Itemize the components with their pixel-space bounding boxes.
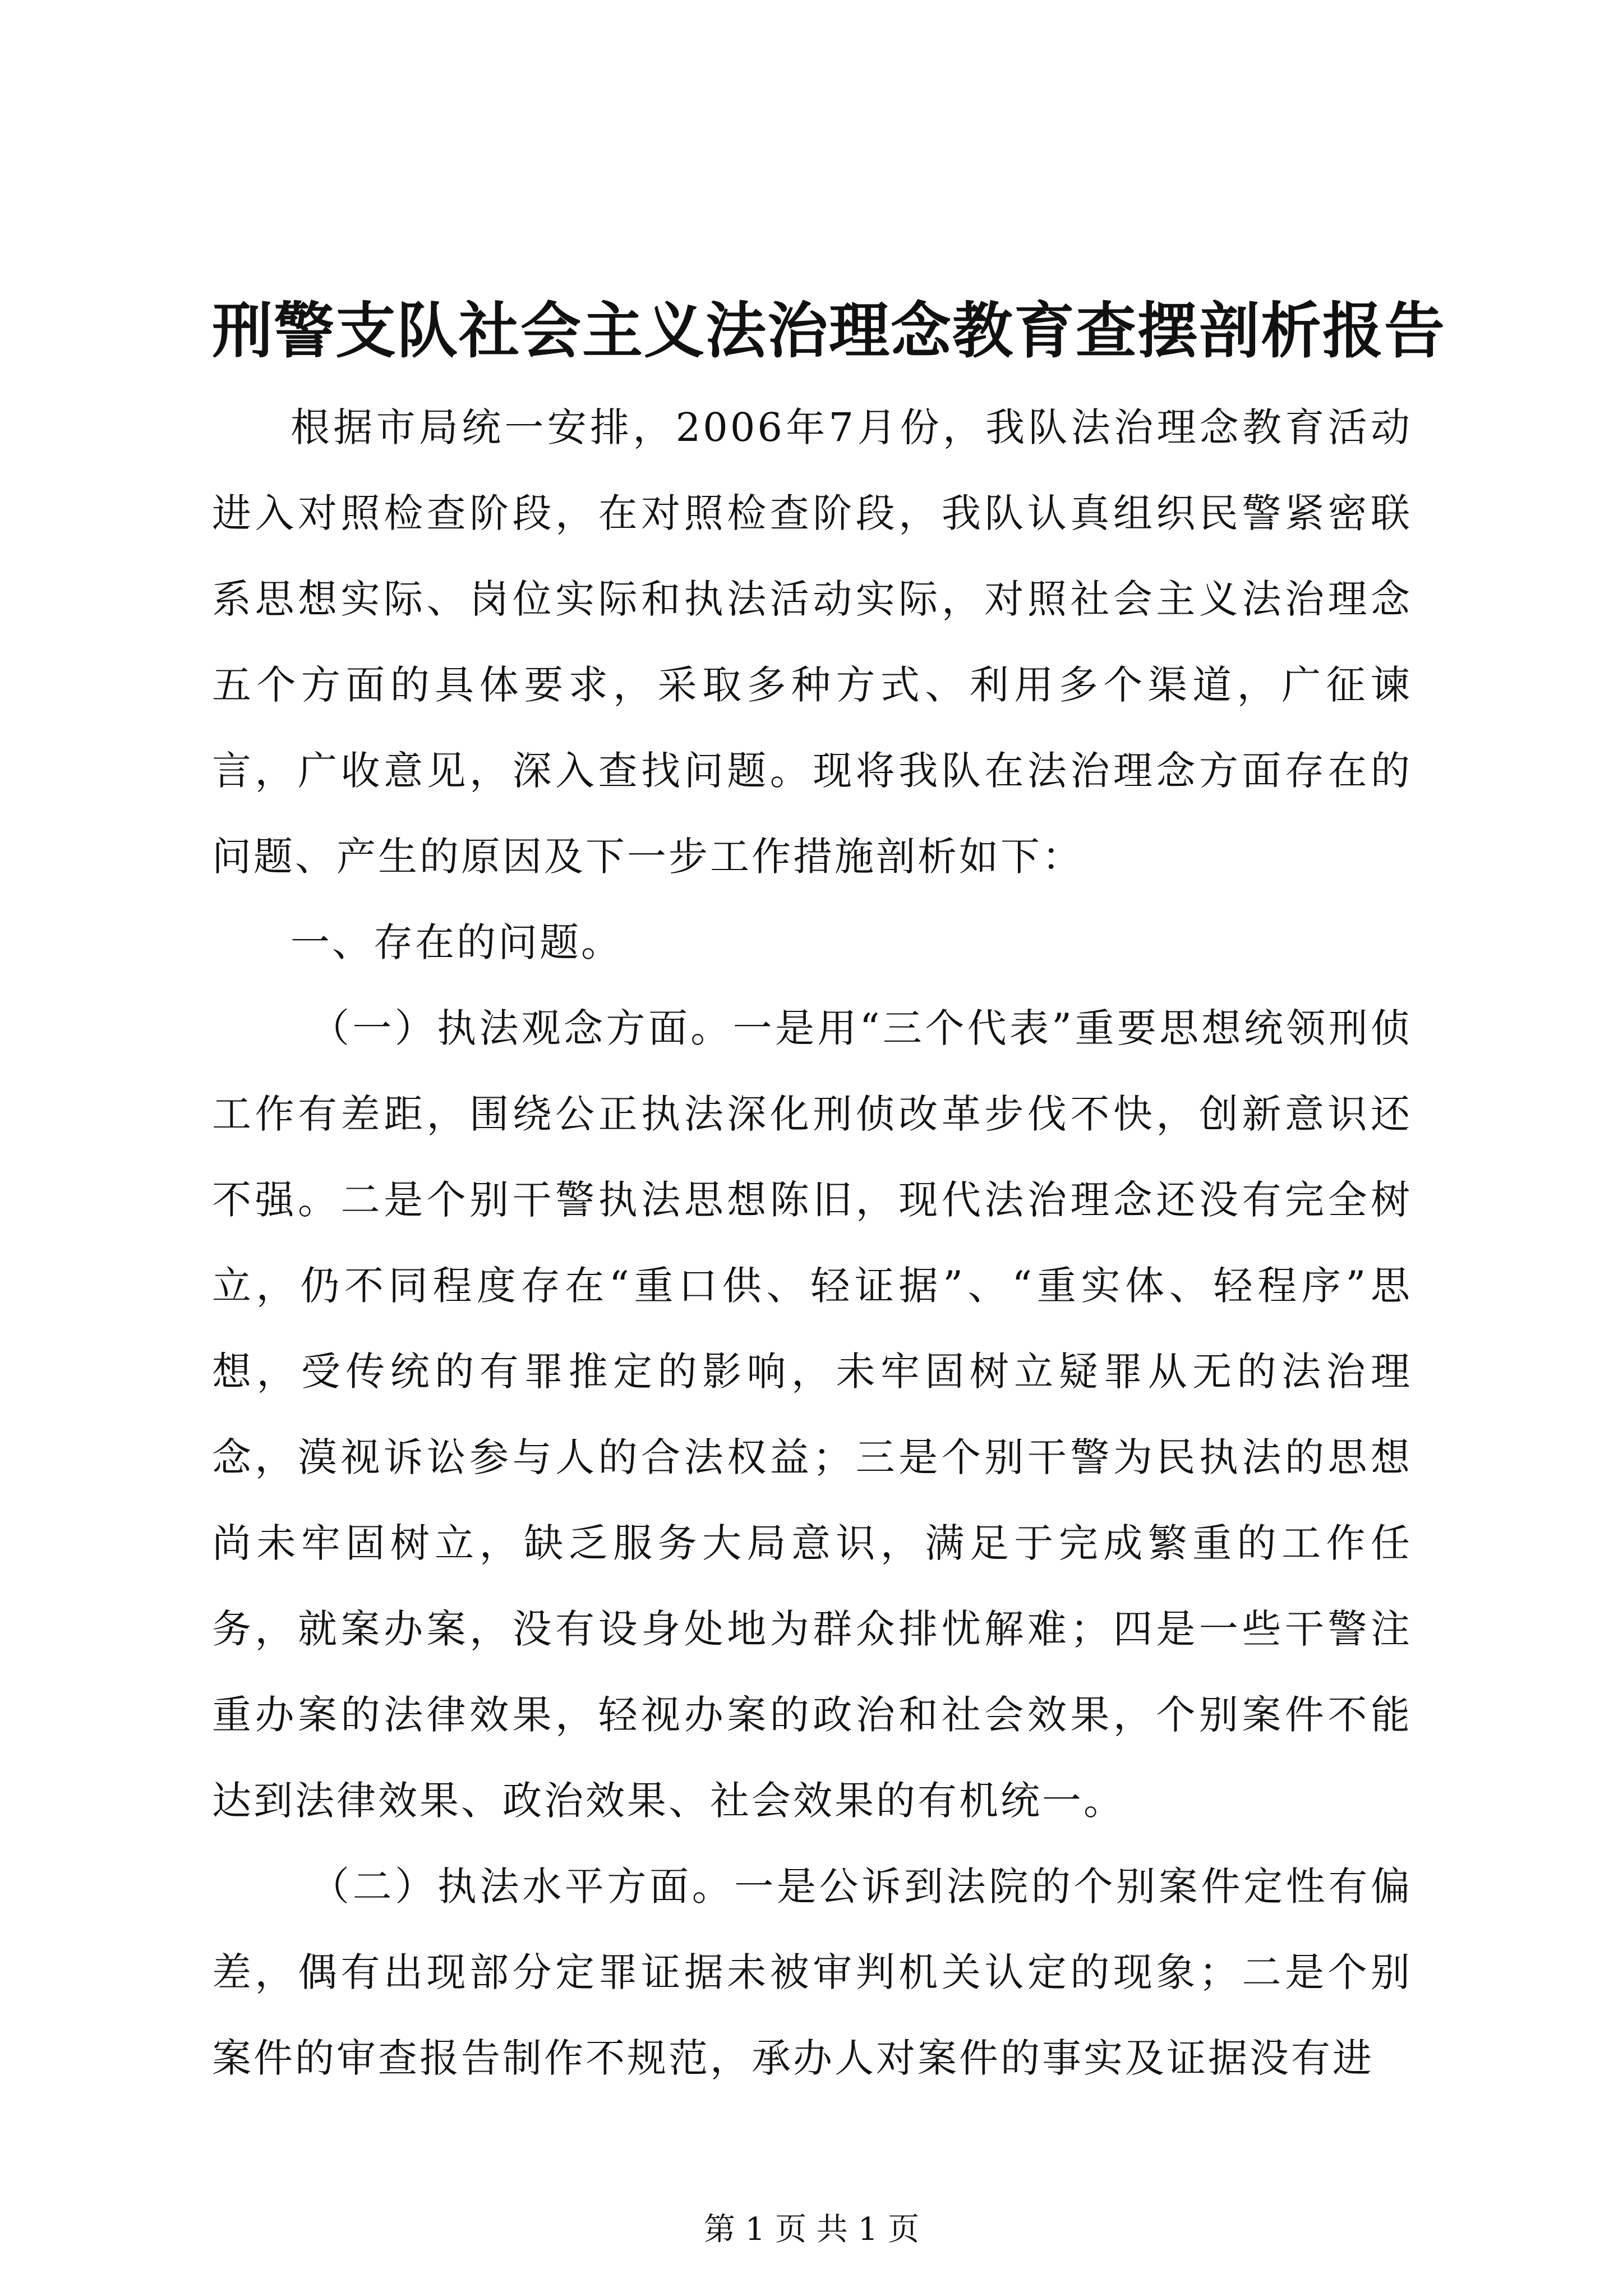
document-body (212, 385, 1412, 2101)
page-footer: 第 1 页 共 1 页 (703, 2211, 920, 2248)
document-title: 刑警支队社会主义法治理念教育查摆剖析报告 (212, 296, 1446, 366)
subsection-enforcement-level: （二）执法水平方面。一是公诉到法院的个别案件定性有偏差，偶有出现部分定罪证据未被审判机关认定的现象；二是个别案件的审查报告制作不规范，承办人对案件的事实及证据没有进 (212, 1864, 1412, 2081)
intro-paragraph: 根据市局统一安排，2006年7月份，我队法治理念教育活动进入对照检查阶段，在对照检查阶段，我队认真组织民警紧密联系思想实际、岗位实际和执法活动实际，对照社会主义法治理念五个方面的具体要求，采取多种方式、利用多个渠道，广征谏言，广收意见，深入查找问题。现将我队在法治理念方面存在的问题、产生的原因及下一步工作措施剖析如下： (212, 404, 1412, 880)
section-heading-problems: 一、存在的问题。 (291, 919, 623, 965)
subsection-enforcement-concepts: （一）执法观念方面。一是用“三个代表”重要思想统领刑侦工作有差距，围绕公正执法深化刑侦改革步伐不快，创新意识还不强。二是个别干警执法思想陈旧，现代法治理念还没有完全树立，仍不同程度存在“重口供、轻证据”、“重实体、轻程序”思想，受传统的有罪推定的影响，未牢固树立疑罪从无的法治理念，漠视诉讼参与人的合法权益；三是个别干警为民执法的思想尚未牢固树立，缺乏服务大局意识，满足于完成繁重的工作任务，就案办案，没有设身处地为群众排忧解难；四是一些干警注重办案的法律效果，轻视办案的政治和社会效果，个别案件不能达到法律效果、政治效果、社会效果的有机统一。 (212, 1005, 1412, 1824)
